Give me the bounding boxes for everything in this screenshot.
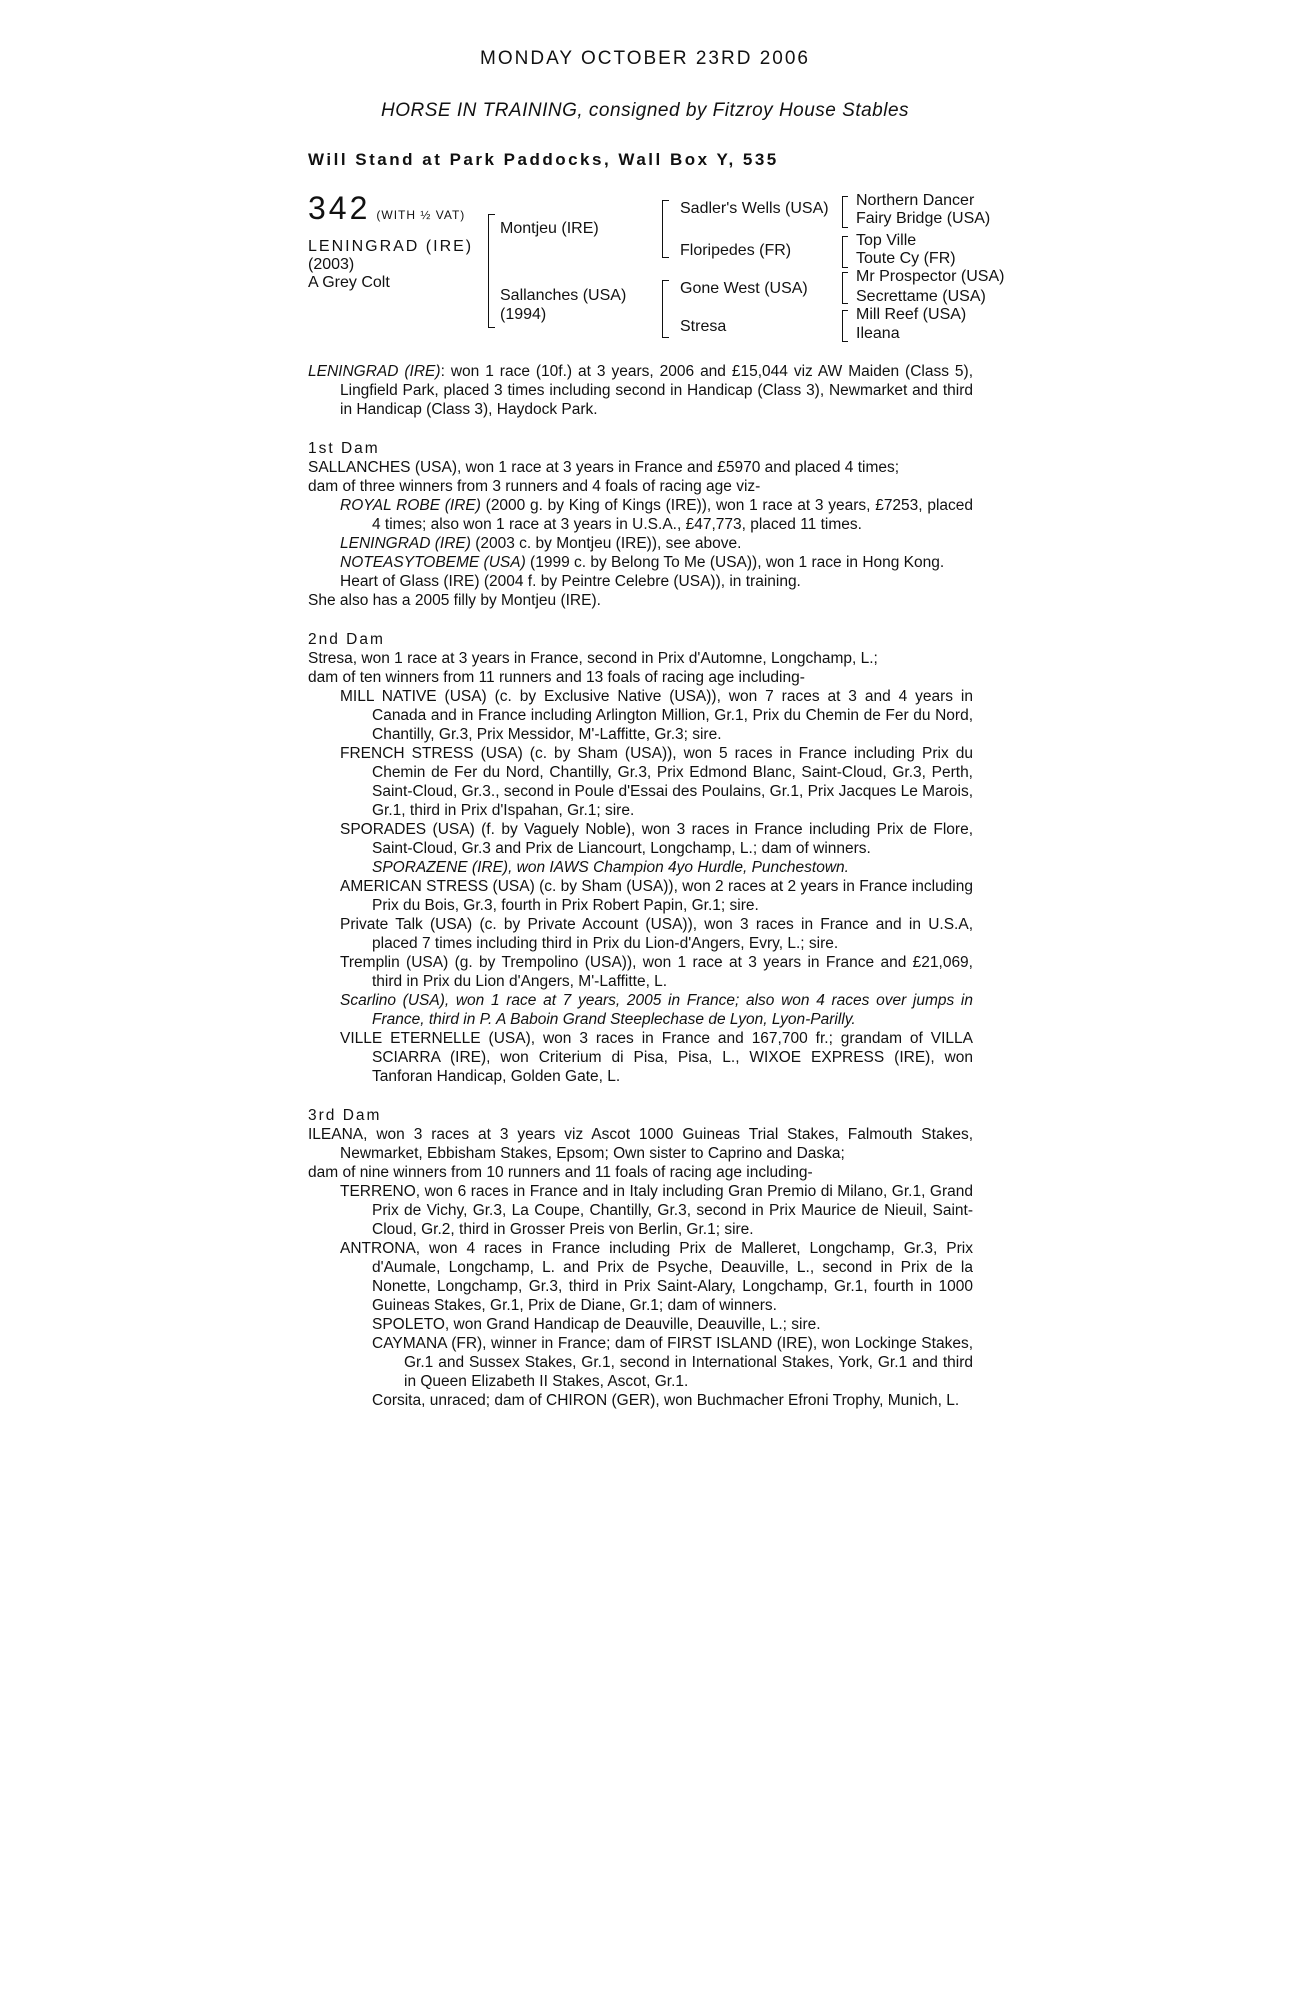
pedigree-dd-dam: Ileana	[856, 325, 900, 342]
third-dam-intro-2: dam of nine winners from 10 runners and 11 foals of racing age including-	[308, 1164, 813, 1181]
produce-text: Heart of Glass (IRE) (2004 f. by Peintre Celebre (USA)), in training.	[340, 573, 801, 590]
produce-item	[308, 572, 973, 591]
pedigree-sd-sire: Top Ville	[856, 232, 917, 249]
pedigree-ss-dam: Fairy Bridge (USA)	[856, 210, 991, 227]
race-record-name: LENINGRAD (IRE)	[308, 363, 441, 380]
produce-name: LENINGRAD (IRE)	[340, 535, 471, 552]
pedigree-dam: Sallanches (USA)	[500, 287, 627, 304]
second-dam-entry: Tremplin (USA) (g. by Trempolino (USA)), won 1 race at 3 years in France and £21,069, third in Prix du Lion d'Angers, M'-Laffitte, L.	[340, 954, 973, 990]
second-dam-entry: AMERICAN STRESS (USA) (c. by Sham (USA)), won 2 races at 2 years in France including Prix du Bois, Gr.3, fourth in Prix Robert Papin, Gr.1; sire.	[340, 878, 973, 914]
pedigree-brace-6	[842, 272, 848, 304]
stand-location: Will Stand at Park Paddocks, Wall Box Y, 535	[308, 150, 779, 169]
lot-heading	[308, 190, 465, 227]
second-dam-entry: SPORADES (USA) (f. by Vaguely Noble), won 3 races in France including Prix de Flore, Saint-Cloud, Gr.3 and Prix de Liancourt, Longchamp, L.; dam of winners.	[340, 821, 973, 857]
pedigree-brace-4	[842, 196, 848, 228]
first-dam-line-2: dam of three winners from 3 runners and 4 foals of racing age viz-	[308, 478, 761, 495]
pedigree-sire-sire: Sadler's Wells (USA)	[680, 200, 829, 217]
race-record-text: : won 1 race (10f.) at 3 years, 2006 and £15,044 viz AW Maiden (Class 5), Lingfield Park, placed 3 times including second in Handicap (Class 3), Newmarket and third in Handicap (Class 3), Haydock Park.	[340, 363, 973, 418]
second-dam-entry: FRENCH STRESS (USA) (c. by Sham (USA)), won 5 races in France including Prix du Chemin de Fer du Nord, Chantilly, Gr.3, Prix Edmond Blanc, Saint-Cloud, Gr.3, Perth, Saint-Cloud, Gr.3., second in Poule d'Essai des Poulains, Gr.1, Prix Jacques Le Marois, Gr.1, third in Prix d'Ispahan, Gr.1; sire.	[340, 745, 973, 819]
produce-text: (1999 c. by Belong To Me (USA)), won 1 race in Hong Kong.	[525, 554, 945, 571]
consignment-line: HORSE IN TRAINING, consigned by Fitzroy House Stables	[380, 100, 910, 121]
third-dam-entry: TERRENO, won 6 races in France and in Italy including Gran Premio di Milano, Gr.1, Grand Prix de Vichy, Gr.3, La Coupe, Chantilly, Gr.3, second in Prix Maurice de Nieuil, Saint-Cloud, Gr.2, third in Grosser Preis von Berlin, Gr.1; sire.	[340, 1183, 973, 1238]
race-record	[308, 362, 973, 419]
produce-item	[308, 553, 973, 572]
pedigree-dam-sire: Gone West (USA)	[680, 280, 808, 297]
pedigree-sire: Montjeu (IRE)	[500, 220, 599, 237]
pedigree-brace-1	[488, 214, 495, 328]
pedigree-ss-sire: Northern Dancer	[856, 192, 975, 209]
first-dam-footer: She also has a 2005 filly by Montjeu (IRE).	[308, 592, 601, 609]
produce-item	[308, 534, 973, 553]
produce-name: NOTEASYTOBEME (USA)	[340, 554, 526, 571]
third-dam-sub-entry: SPOLETO, won Grand Handicap de Deauville, Deauville, L.; sire.	[372, 1316, 821, 1333]
pedigree-ds-sire: Mr Prospector (USA)	[856, 268, 1005, 285]
horse-year: (2003)	[308, 256, 355, 273]
second-dam-entry: Scarlino (USA), won 1 race at 7 years, 2005 in France; also won 4 races over jumps in France, third in P. A Baboin Grand Steeplechase de Lyon, Lyon-Parilly.	[340, 992, 973, 1028]
horse-identity	[308, 238, 473, 292]
pedigree-brace-3	[662, 280, 669, 338]
second-dam-intro: Stresa, won 1 race at 3 years in France, second in Prix d'Automne, Longchamp, L.;	[308, 650, 878, 667]
third-dam-heading: 3rd Dam	[308, 1107, 382, 1124]
pedigree-sd-dam: Toute Cy (FR)	[856, 250, 956, 267]
produce-text: (2000 g. by King of Kings (IRE)), won 1 race at 3 years, £7253, placed 4 times; also won 1 race at 3 years in U.S.A., £47,773, placed 11 times.	[372, 497, 973, 533]
first-dam-heading: 1st Dam	[308, 440, 380, 457]
second-dam-entry: MILL NATIVE (USA) (c. by Exclusive Native (USA)), won 7 races at 3 and 4 years in Canada and in France including Arlington Million, Gr.1, Prix du Chemin de Fer du Nord, Chantilly, Gr.3, Prix Messidor, M'-Laffitte, Gr.3; sire.	[340, 688, 973, 743]
third-dam-entry: ANTRONA, won 4 races in France including Prix de Malleret, Longchamp, Gr.3, Prix d'Aumale, Longchamp, L. and Prix de Psyche, Deauville, L., second in Prix de la Nonette, Longchamp, Gr.3, third in Prix Saint-Alary, Longchamp, Gr.1, fourth in 1000 Guineas Stakes, Gr.1, Prix de Diane, Gr.1; dam of winners.	[340, 1240, 973, 1314]
vat-note: (WITH ½ VAT)	[376, 208, 466, 222]
pedigree-brace-5	[842, 236, 848, 268]
third-dam-sub-sub-entry: Corsita, unraced; dam of CHIRON (GER), won Buchmacher Efroni Trophy, Munich, L.	[372, 1392, 960, 1409]
lot-number: 342	[308, 190, 371, 226]
pedigree-brace-7	[842, 310, 848, 342]
catalogue-body	[308, 362, 973, 1410]
second-dam-heading: 2nd Dam	[308, 631, 385, 648]
pedigree-dd-sire: Mill Reef (USA)	[856, 306, 967, 323]
produce-name: ROYAL ROBE (IRE)	[340, 497, 481, 514]
second-dam-intro-2: dam of ten winners from 11 runners and 13 foals of racing age including-	[308, 669, 805, 686]
pedigree-brace-2	[662, 200, 669, 258]
produce-item	[308, 496, 973, 534]
pedigree-sire-dam: Floripedes (FR)	[680, 242, 792, 259]
pedigree-dam-year: (1994)	[500, 306, 547, 323]
horse-name: LENINGRAD (IRE)	[308, 238, 474, 255]
pedigree-ds-dam: Secrettame (USA)	[856, 288, 986, 305]
produce-text: (2003 c. by Montjeu (IRE)), see above.	[470, 535, 742, 552]
first-dam-line-1: SALLANCHES (USA), won 1 race at 3 years in France and £5970 and placed 4 times;	[308, 459, 900, 476]
second-dam-sub-entry: SPORAZENE (IRE), won IAWS Champion 4yo Hurdle, Punchestown.	[372, 859, 849, 876]
second-dam-entry: Private Talk (USA) (c. by Private Account (USA)), won 3 races in France and in U.S.A, placed 7 times including third in Prix du Lion-d'Angers, Evry, L.; sire.	[340, 916, 973, 952]
third-dam-intro: ILEANA, won 3 races at 3 years viz Ascot 1000 Guineas Trial Stakes, Falmouth Stakes, Newmarket, Ebbisham Stakes, Epsom; Own sister to Caprino and Daska;	[308, 1126, 973, 1162]
sale-date: MONDAY OCTOBER 23RD 2006	[480, 48, 810, 69]
horse-description: A Grey Colt	[308, 274, 390, 291]
third-dam-sub-sub-entry: CAYMANA (FR), winner in France; dam of FIRST ISLAND (IRE), won Lockinge Stakes, Gr.1 and Sussex Stakes, Gr.1, second in International Stakes, York, Gr.1 and third in Queen Elizabeth II Stakes, Ascot, Gr.1.	[372, 1335, 973, 1390]
pedigree-dam-dam: Stresa	[680, 318, 727, 335]
second-dam-entry: VILLE ETERNELLE (USA), won 3 races in France and 167,700 fr.; grandam of VILLA SCIARRA (IRE), won Criterium di Pisa, Pisa, L., WIXOE EXPRESS (IRE), won Tanforan Handicap, Golden Gate, L.	[340, 1030, 973, 1085]
